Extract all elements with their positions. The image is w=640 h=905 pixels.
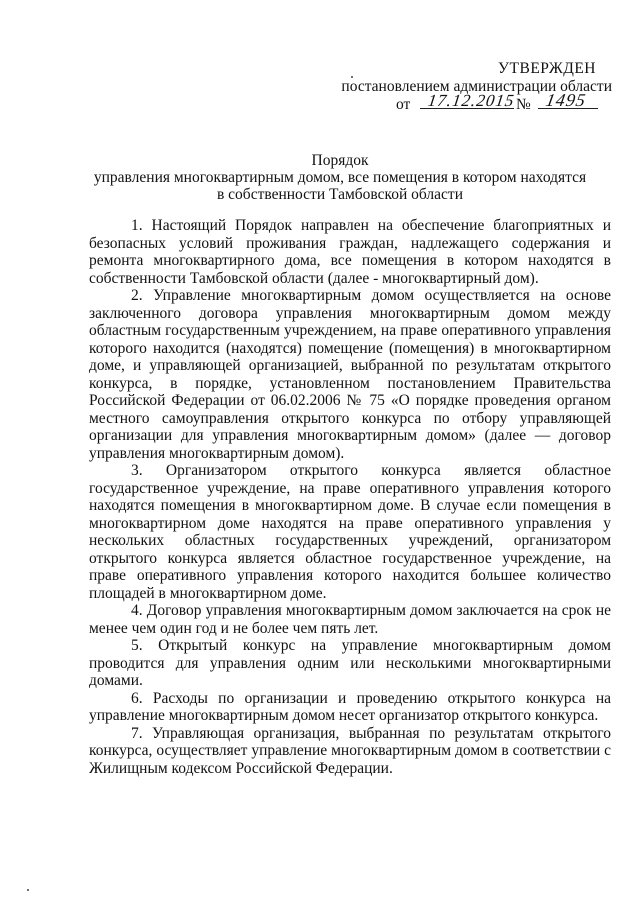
handwritten-number: 1495	[544, 90, 588, 110]
scan-speck	[27, 889, 29, 891]
paragraph-5: 5. Открытый конкурс на управление многоквартирным домом проводится для управления одним или несколькими многоквартирными домами.	[89, 637, 611, 689]
approval-block	[340, 60, 620, 114]
handwritten-date: 17.12.2015	[426, 91, 516, 110]
paragraph-4: 4. Договор управления многоквартирным домом заключается на срок не менее чем один год и не более чем пять лет.	[89, 602, 611, 637]
number-sign: №	[516, 96, 531, 113]
title-line-1: Порядок	[311, 152, 369, 169]
document-body	[89, 217, 611, 777]
paragraph-7: 7. Управляющая организация, выбранная по результатам открытого конкурса, осуществляет управление многоквартирным домом в соответствии с Жилищным кодексом Российской Федерации.	[89, 724, 611, 777]
paragraph-1: 1. Настоящий Порядок направлен на обеспечение благоприятных и безопасных условий проживания граждан, надлежащего содержания и ремонта многоквартирного дома, все помещения в котором находятся в собственности Тамбовской области (далее - многоквартирный дом).	[89, 217, 611, 287]
title-line-2: управления многоквартирным домом, все помещения в котором находятся	[93, 169, 587, 186]
paragraph-2: 2. Управление многоквартирным домом осуществляется на основе заключенного договора управления многоквартирным домом между областным государственным учреждением, на праве оперативного управления которого находится (находятся) помещение (помещения) в многоквартирном доме, и управляющей организацией, выбранной по результатам открытого конкурса, в порядке, установленном постановлением Правительства Российской Федерации от 06.02.2006 № 75 «О порядке проведения органом местного самоуправления открытого конкурса по отбору управляющей организации для управления многоквартирным домом» (далее — договор управления многоквартирным домом).	[89, 287, 611, 462]
document-title	[60, 152, 620, 203]
paragraph-3: 3. Организатором открытого конкурса является областное государственное учреждение, на праве оперативного управления которого находятся помещения в многоквартирном доме. В случае если помещения в многоквартирном доме находятся на праве оперативного управления у нескольких областных государственных учреждений, организатором открытого конкурса является областное государственное учреждение, на праве оперативного управления которого находится большее количество площадей в многоквартирном доме.	[89, 462, 611, 602]
approval-stamp: УТВЕРЖДЕН	[498, 60, 596, 77]
approval-date-number-line	[340, 90, 620, 114]
scan-speck	[351, 76, 353, 78]
date-prefix: от	[396, 96, 411, 113]
title-line-3: в собственности Тамбовской области	[216, 186, 463, 203]
paragraph-6: 6. Расходы по организации и проведению открытого конкурса на управление многоквартирным домом несет организатор открытого конкурса.	[89, 689, 611, 724]
approval-issuer: постановлением администрации области	[341, 78, 612, 95]
